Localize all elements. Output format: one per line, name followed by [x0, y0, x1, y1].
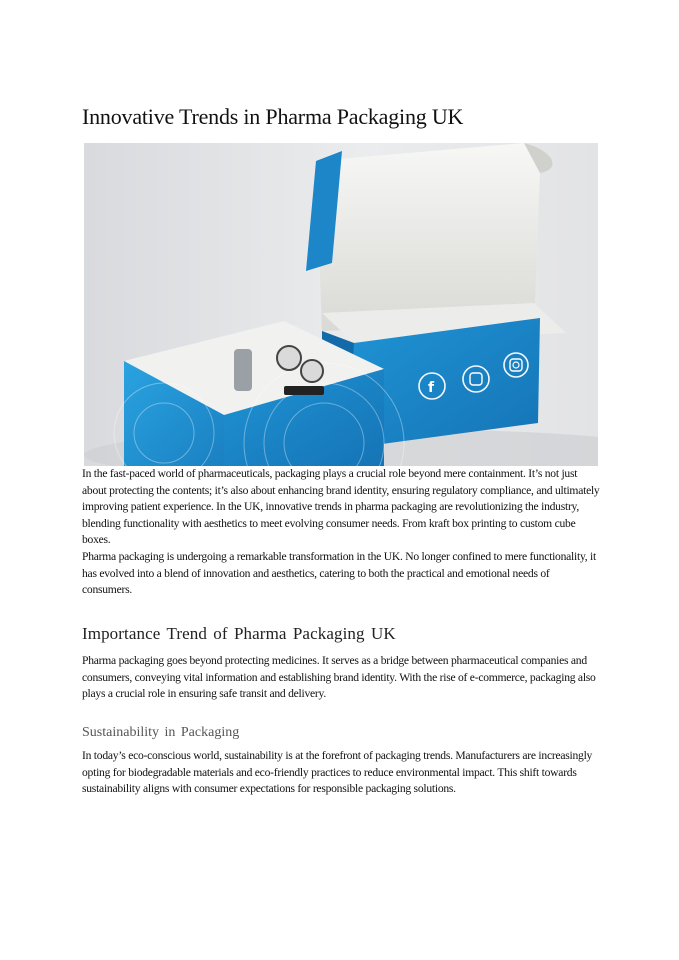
section-heading: Importance Trend of Pharma Packaging UK: [82, 624, 396, 643]
facebook-icon: f: [428, 380, 435, 396]
subsection-heading: Sustainability in Packaging: [82, 725, 240, 740]
section-paragraph: Pharma packaging goes beyond protecting medicines. It serves as a bridge between pharmaceutical companies and consumers, conveying vital information and establishing brand identity. With the rise of e-commerce, packaging also plays a crucial role in ensuring safe transit and delivery.: [82, 654, 596, 701]
page-title: Innovative Trends in Pharma Packaging UK: [82, 104, 464, 129]
product-box-illustration: [84, 143, 598, 466]
intro-paragraph: In the fast-paced world of pharmaceuticals, packaging plays a crucial role beyond mere containment. It’s not just about protecting the contents; it’s also about enhancing brand identity, ensuring regulatory compliance, and ultimately improving patient experience. In the UK, innovative trends in pharma packaging are revolutionizing the industry, blending functionality with aesthetics to meet evolving consumer needs. From kraft box printing to custom cube boxes.: [82, 467, 600, 547]
second-paragraph: Pharma packaging is undergoing a remarkable transformation in the UK. No longer confined to mere functionality, it has evolved into a blend of innovation and aesthetics, catering to both the practical and emotional needs of consumers.: [82, 550, 596, 597]
hero-image: [84, 143, 598, 466]
subsection-paragraph: In today’s eco-conscious world, sustainability is at the forefront of packaging trends. Manufacturers are increasingly opting for biodegradable materials and eco-friendly practices to reduce environmental impact. This shift towards sustainability aligns with consumer expectations for responsible packaging solutions.: [82, 749, 593, 796]
box-lid-inside: [316, 143, 540, 331]
